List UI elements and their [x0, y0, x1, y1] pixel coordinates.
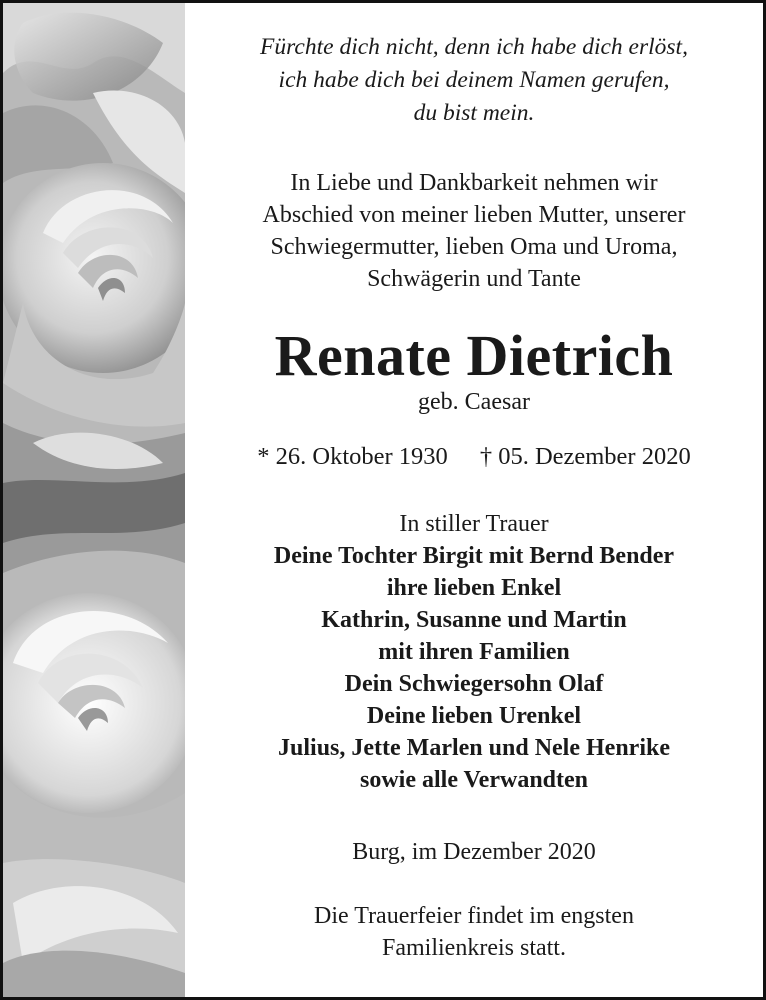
notice-text — [185, 3, 763, 997]
intro-line: Schwägerin und Tante — [367, 266, 581, 292]
mourner-line: Dein Schwiegersohn Olaf — [344, 671, 604, 697]
verse-line: ich habe dich bei deinem Namen gerufen, — [278, 67, 670, 93]
life-dates — [185, 441, 763, 473]
intro-line: Schwiegermutter, lieben Oma und Uroma, — [270, 234, 678, 260]
mourner-line: mit ihren Familien — [378, 639, 570, 665]
mourner-line: Deine Tochter Birgit mit Bernd Bender — [273, 543, 675, 569]
deceased-name: Renate Dietrich — [274, 323, 674, 388]
intro-line: In Liebe und Dankbarkeit nehmen wir — [290, 170, 658, 196]
mourners-intro: In stiller Trauer — [399, 511, 549, 537]
birth-date: * 26. Oktober 1930 — [257, 443, 448, 470]
funeral-line: Familienkreis statt. — [382, 935, 566, 961]
mourner-line: Deine lieben Urenkel — [366, 703, 582, 729]
mourner-line: Kathrin, Susanne und Martin — [321, 607, 627, 633]
mourner-line: ihre lieben Enkel — [386, 575, 562, 601]
intro-text — [185, 167, 763, 295]
roses-photo — [3, 3, 185, 997]
place-date: Burg, im Dezember 2020 — [352, 839, 596, 865]
funeral-line: Die Trauerfeier findet im engsten — [314, 903, 634, 929]
intro-line: Abschied von meiner lieben Mutter, unserer — [262, 202, 686, 228]
verse-line: du bist mein. — [413, 100, 535, 126]
mourner-line: Julius, Jette Marlen und Nele Henrike — [278, 735, 670, 761]
maiden-name: geb. Caesar — [418, 389, 530, 415]
funeral-note — [185, 900, 763, 964]
death-date: † 05. Dezember 2020 — [479, 443, 691, 470]
verse-line: Fürchte dich nicht, denn ich habe dich erlöst, — [260, 34, 688, 60]
mourners-list — [185, 508, 763, 796]
mourner-line: sowie alle Verwandten — [360, 767, 588, 793]
bible-verse — [185, 31, 763, 130]
